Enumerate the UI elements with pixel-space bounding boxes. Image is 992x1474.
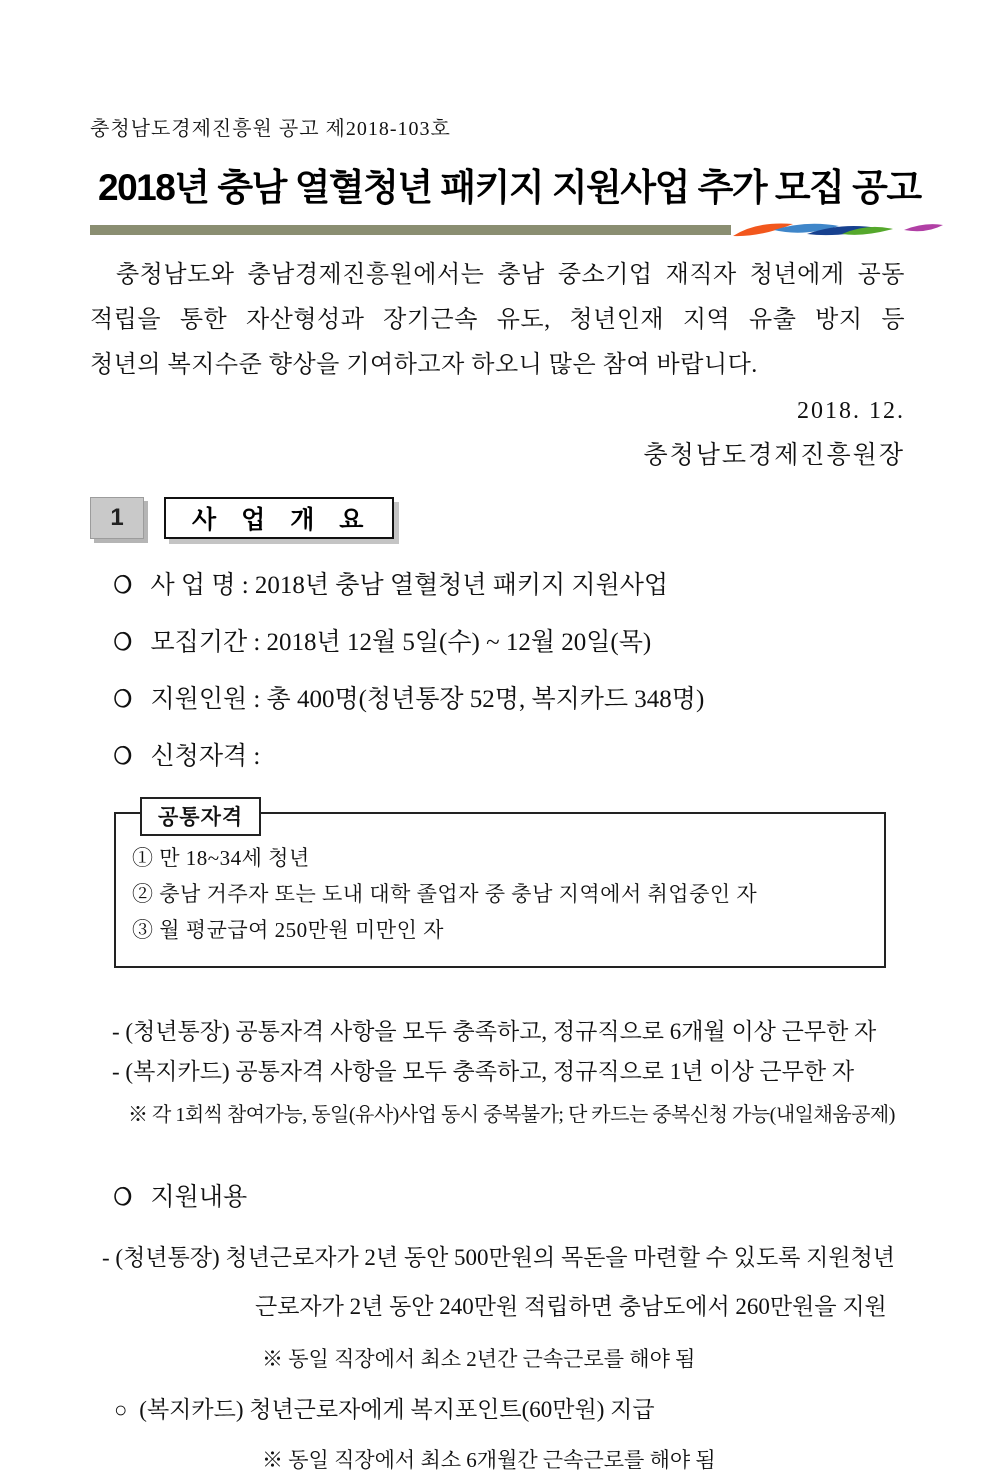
issuer-signature: 충청남도경제진흥원장 — [643, 442, 905, 469]
swoosh-magenta-leaf — [904, 224, 943, 231]
overview-list — [90, 565, 905, 772]
common-qualification-box — [114, 805, 886, 968]
support-welfare-card-row — [90, 1391, 905, 1424]
eligibility-line-welfare-card: - (복지카드) 공통자격 사항을 모두 충족하고, 정규직으로 1년 이상 근무한 자 — [112, 1059, 855, 1084]
qualification-box-title: 공통자격 — [140, 797, 261, 836]
support-welfare-card-text: (복지카드) 청년근로자에게 복지포인트(60만원) 지급 — [139, 1397, 655, 1422]
section-title-box: 사 업 개 요 — [164, 497, 394, 539]
list-item-text: 모집기간 : 2018년 12월 5일(수) ~ 12월 20일(목) — [150, 629, 652, 656]
circle-bullet-icon: ❍ — [113, 573, 132, 599]
list-item-text: 사 업 명 : 2018년 충남 열혈청년 패키지 지원사업 — [150, 572, 669, 599]
list-item-recruit-period — [90, 622, 905, 658]
circle-bullet-icon: ❍ — [113, 1185, 132, 1211]
section-number-badge: 1 — [90, 497, 144, 539]
support-welfare-card-note: ※ 동일 직장에서 최소 6개월간 근속근로를 해야 됨 — [262, 1448, 716, 1472]
divider-graphic — [90, 221, 943, 239]
announcement-date: 2018. 12. — [797, 398, 905, 424]
list-item-text: 신청자격 : — [150, 743, 261, 770]
support-heading-text: 지원내용 — [150, 1184, 248, 1211]
circle-outline-bullet-icon: ○ — [114, 1397, 128, 1422]
circle-bullet-icon: ❍ — [113, 687, 132, 713]
circle-bullet-icon: ❍ — [113, 630, 132, 656]
support-savings-note: ※ 동일 직장에서 최소 2년간 근속근로를 해야 됨 — [262, 1347, 696, 1371]
eligibility-details — [90, 1012, 905, 1127]
support-savings-line-1: - (청년통장) 청년근로자가 2년 동안 500만원의 목돈을 마련할 수 있도록 지원청년 — [102, 1245, 896, 1270]
support-heading-row — [90, 1177, 905, 1213]
list-item-support-count — [90, 679, 905, 715]
list-item-eligibility — [90, 736, 905, 772]
intro-line-3: 청년의 복지수준 향상을 기여하고자 하오니 많은 참여 바랍니다. — [90, 352, 758, 378]
qualification-item-1: ① 만 18~34세 청년 — [132, 846, 310, 870]
intro-line-1: 충청남도와 충남경제진흥원에서는 충남 중소기업 재직자 청년에게 공동 — [116, 262, 905, 288]
support-details — [90, 1177, 905, 1474]
list-item-project-name — [90, 565, 905, 601]
notice-number: 충청남도경제진흥원 공고 제2018-103호 — [90, 118, 451, 140]
page-title: 2018년 충남 열혈청년 패키지 지원사업 추가 모집 공고 — [98, 167, 921, 208]
qualification-item-2: ② 충남 거주자 또는 도내 대학 졸업자 중 충남 지역에서 취업중인 자 — [132, 882, 758, 906]
intro-paragraph — [90, 253, 905, 388]
support-savings-line-2: 근로자가 2년 동안 240만원 적립하면 충남도에서 260만원을 지원 — [255, 1294, 887, 1319]
qualification-item-3: ③ 월 평균급여 250만원 미만인 자 — [132, 918, 444, 942]
eligibility-line-savings: - (청년통장) 공통자격 사항을 모두 충족하고, 정규직으로 6개월 이상 근무한 자 — [112, 1019, 877, 1044]
list-item-text: 지원인원 : 총 400명(청년통장 52명, 복지카드 348명) — [150, 686, 705, 713]
section-1-header — [90, 497, 905, 539]
circle-bullet-icon: ❍ — [113, 744, 132, 770]
intro-line-2: 적립을 통한 자산형성과 장기근속 유도, 청년인재 지역 유출 방지 등 — [90, 307, 905, 333]
eligibility-note: ※ 각 1회씩 참여가능, 동일(유사)사업 동시 중복불가; 단 카드는 중복신청 가능(내일채움공제) — [128, 1104, 895, 1126]
divider-bar — [90, 225, 731, 235]
title-divider — [90, 221, 905, 239]
